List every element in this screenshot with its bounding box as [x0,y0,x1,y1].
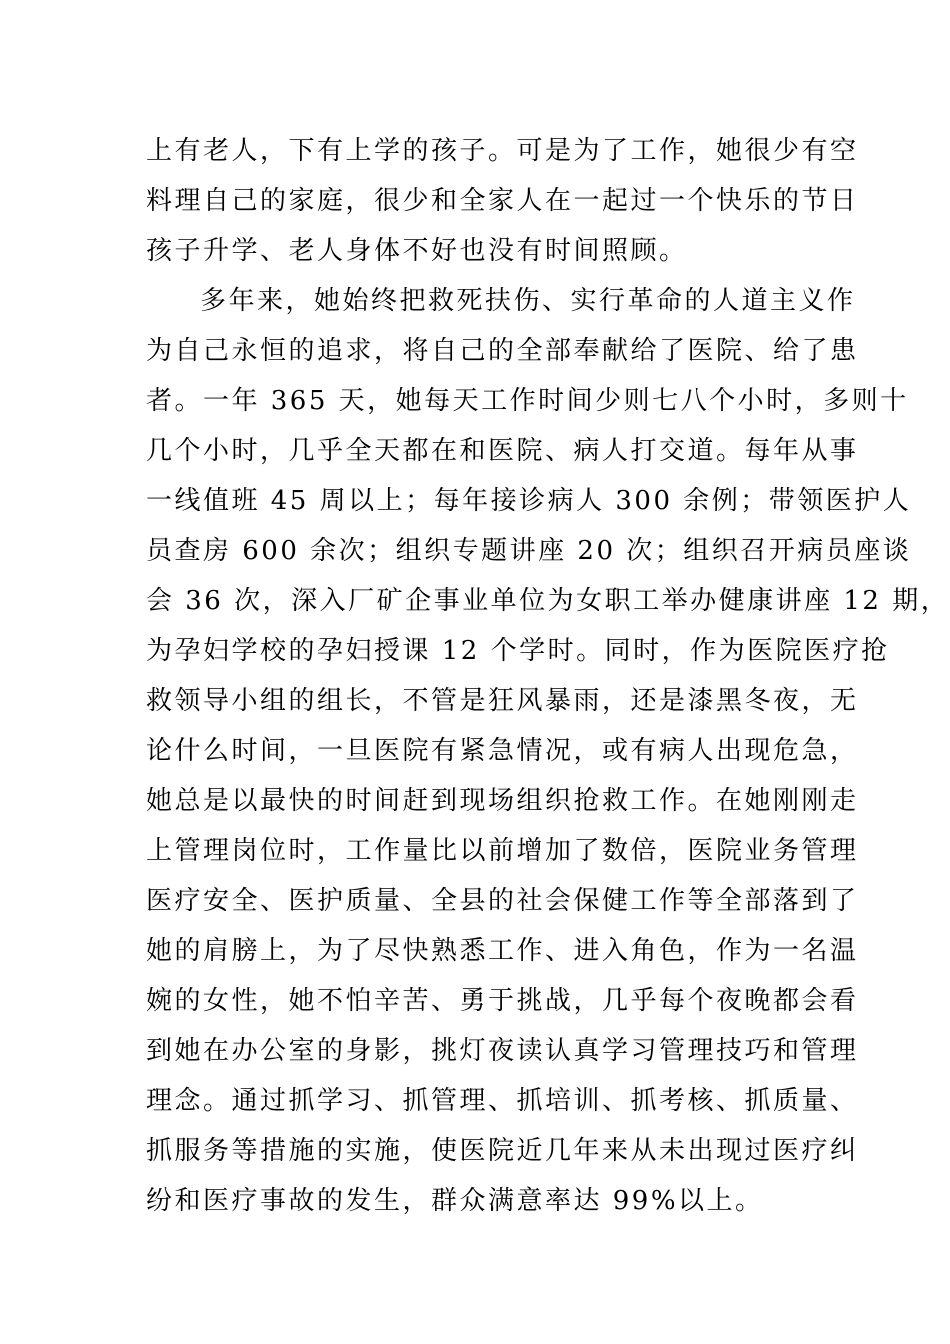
text-line: 为自己永恒的追求，将自己的全部奉献给了医院、给了患 [146,336,859,366]
text-line: 理念。通过抓学习、抓管理、抓培训、抓考核、抓质量、 [146,1086,859,1116]
text-line: 员查房 600 余次；组织专题讲座 20 次；组织召开病员座谈 [146,536,912,566]
text-line: 论什么时间，一旦医院有紧急情况，或有病人出现危急， [146,736,859,766]
body-text [146,126,950,1226]
text-line: 上有老人，下有上学的孩子。可是为了工作，她很少有空 [146,136,859,166]
text-line: 她的肩膀上，为了尽快熟悉工作、进入角色，作为一名温 [146,936,859,966]
text-line: 上管理岗位时，工作量比以前增加了数倍，医院业务管理 [146,836,859,866]
text-line: 者。一年 365 天，她每天工作时间少则七八个小时，多则十 [146,386,909,416]
text-line: 孩子升学、老人身体不好也没有时间照顾。 [146,236,688,266]
text-line: 救领导小组的组长，不管是狂风暴雨，还是漆黑冬夜，无 [146,686,859,716]
text-line: 到她在办公室的身影，挑灯夜读认真学习管理技巧和管理 [146,1036,859,1066]
text-line: 料理自己的家庭，很少和全家人在一起过一个快乐的节日 [146,186,859,216]
text-line: 抓服务等措施的实施，使医院近几年来从未出现过医疗纠 [146,1136,859,1166]
text-line: 婉的女性，她不怕辛苦、勇于挑战，几乎每个夜晚都会看 [146,986,859,1016]
text-line: 会 36 次，深入厂矿企事业单位为女职工举办健康讲座 12 期， [146,586,950,616]
text-line: 为孕妇学校的孕妇授课 12 个学时。同时，作为医院医疗抢 [146,636,890,666]
text-line: 一线值班 45 周以上；每年接诊病人 300 余例；带领医护人 [146,486,912,516]
text-line: 她总是以最快的时间赶到现场组织抢救工作。在她刚刚走 [146,786,859,816]
text-line: 几个小时，几乎全天都在和医院、病人打交道。每年从事 [146,436,859,466]
text-line: 纷和医疗事故的发生，群众满意率达 99%以上。 [146,1186,764,1216]
text-line: 医疗安全、医护质量、全县的社会保健工作等全部落到了 [146,886,859,916]
paragraph-start-line: 多年来，她始终把救死扶伤、实行革命的人道主义作 [200,286,856,316]
